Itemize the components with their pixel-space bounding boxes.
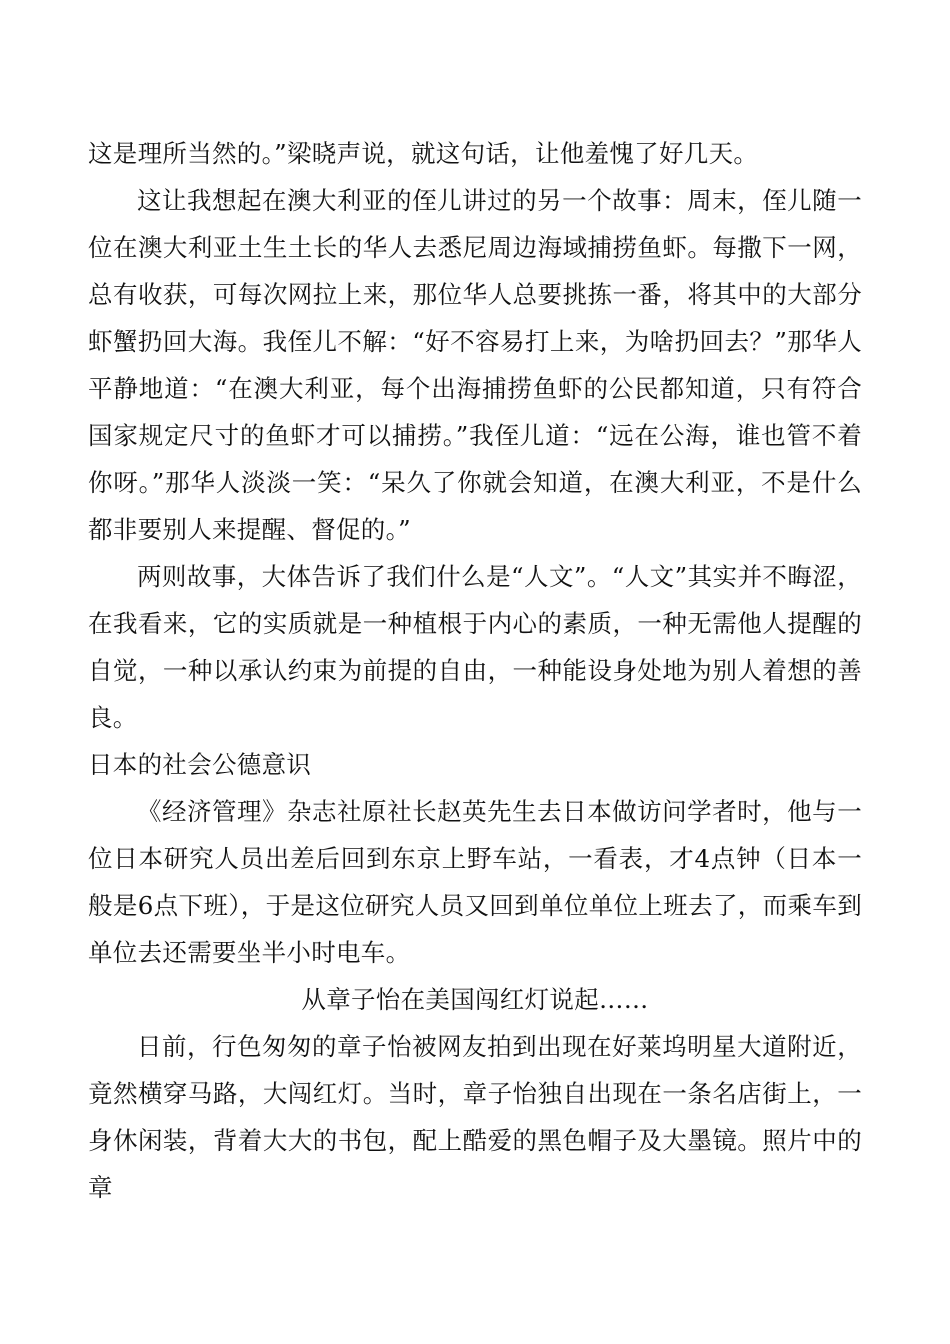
paragraph-humanities: 两则故事，大体告诉了我们什么是“人文”。“人文”其实并不晦涩，在我看来，它的实质就是一种植根于内心的素质，一种无需他人提醒的自觉，一种以承认约束为前提的自由，一种能设身处地为别人着想的善良。 (88, 562, 862, 732)
paragraph-continuation: 这是理所当然的。”梁晓声说，就这句话，让他羞愧了好几天。 (88, 139, 759, 168)
section-heading: 日本的社会公德意识 (88, 750, 312, 779)
document-page (88, 130, 862, 1211)
article-title: 从章子怡在美国闯红灯说起…… (301, 985, 649, 1014)
paragraph-red-light: 日前，行色匆匆的章子怡被网友拍到出现在好莱坞明星大道附近，竟然横穿马路，大闯红灯。当时，章子怡独自出现在一条名店街上，一身休闲装，背着大大的书包，配上酷爱的黑色帽子及大墨镜。照片中的章 (88, 1032, 862, 1202)
paragraph-japan-story: 《经济管理》杂志社原社长赵英先生去日本做访问学者时，他与一位日本研究人员出差后回到东京上野车站，一看表，才4点钟（日本一般是6点下班），于是这位研究人员又回到单位单位上班去了，而乘车到单位去还需要坐半小时电车。 (88, 797, 862, 967)
paragraph-australia-story: 这让我想起在澳大利亚的侄儿讲过的另一个故事：周末，侄儿随一位在澳大利亚土生土长的华人去悉尼周边海域捕捞鱼虾。每撒下一网，总有收获，可每次网拉上来，那位华人总要挑拣一番，将其中的大部分虾蟹扔回大海。我侄儿不解：“好不容易打上来，为啥扔回去？”那华人平静地道：“在澳大利亚，每个出海捕捞鱼虾的公民都知道，只有符合国家规定尺寸的鱼虾才可以捕捞。”我侄儿道：“远在公海，谁也管不着你呀。”那华人淡淡一笑：“呆久了你就会知道，在澳大利亚，不是什么都非要别人来提醒、督促的。” (88, 186, 862, 544)
